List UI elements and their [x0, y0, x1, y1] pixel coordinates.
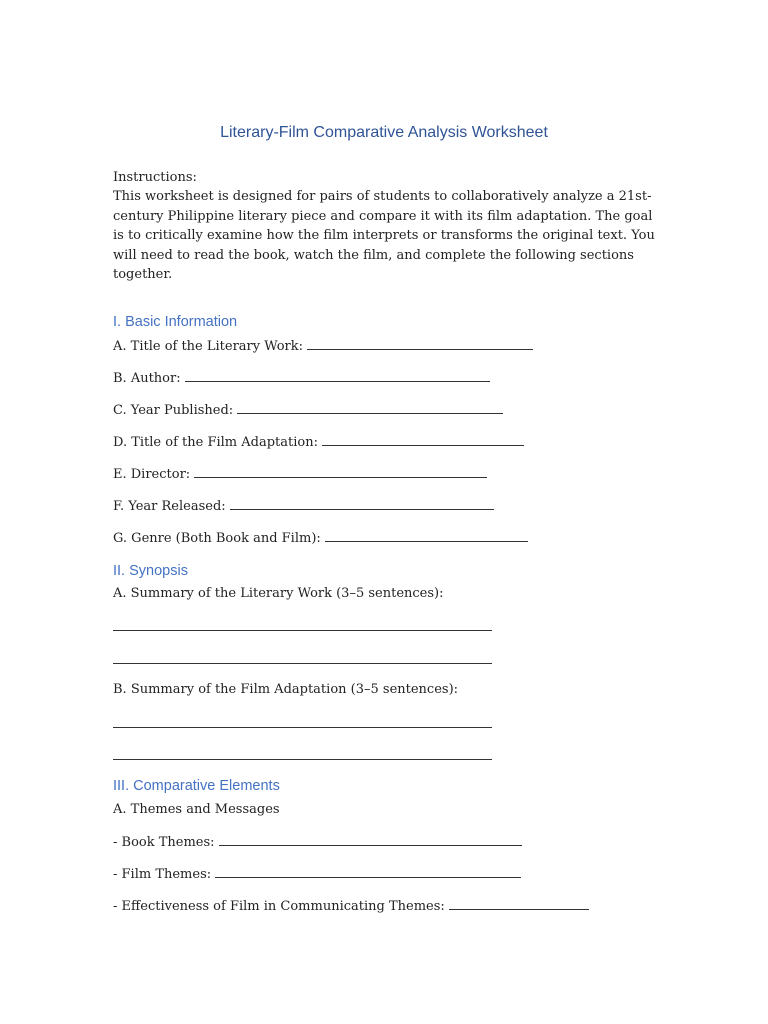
field-year-published	[113, 402, 503, 418]
field-label: - Film Themes:	[113, 867, 212, 882]
field-author	[113, 370, 490, 386]
section-synopsis-heading: II. Synopsis	[113, 563, 188, 579]
field-literary-title	[113, 338, 533, 354]
prompt-literary-summary: A. Summary of the Literary Work (3–5 sentences):	[113, 586, 444, 601]
field-label: A. Title of the Literary Work:	[113, 339, 304, 354]
prompt-film-summary: B. Summary of the Film Adaptation (3–5 sentences):	[113, 682, 459, 697]
answer-blank[interactable]	[194, 466, 487, 478]
field-director	[113, 466, 487, 482]
instructions-text: This worksheet is designed for pairs of students to collaboratively analyze a 21st-century Philippine literary piece and compare it with its film adaptation. The goal is to critically examine how the film interprets or transforms the original text. You will need to read the book, watch the film, and complete the following sections together.	[113, 189, 655, 283]
field-label: B. Author:	[113, 371, 181, 386]
answer-blank[interactable]	[230, 498, 494, 510]
field-film-themes	[113, 866, 521, 882]
field-label: D. Title of the Film Adaptation:	[113, 435, 318, 450]
field-label: C. Year Published:	[113, 403, 234, 418]
answer-line[interactable]	[113, 759, 492, 760]
answer-blank[interactable]	[185, 370, 490, 382]
field-label: G. Genre (Both Book and Film):	[113, 531, 321, 546]
section-comparative-elements-heading: III. Comparative Elements	[113, 778, 280, 794]
field-label: F. Year Released:	[113, 499, 226, 514]
field-book-themes	[113, 834, 522, 850]
field-label: E. Director:	[113, 467, 191, 482]
answer-blank[interactable]	[322, 434, 524, 446]
field-effectiveness	[113, 898, 589, 914]
answer-blank[interactable]	[325, 530, 528, 542]
instructions-block	[113, 168, 658, 284]
field-label: - Effectiveness of Film in Communicating Themes:	[113, 899, 445, 914]
answer-line[interactable]	[113, 727, 492, 728]
answer-blank[interactable]	[215, 866, 521, 878]
answer-blank[interactable]	[219, 834, 522, 846]
instructions-label: Instructions:	[113, 170, 197, 185]
answer-line[interactable]	[113, 663, 492, 664]
answer-blank[interactable]	[237, 402, 503, 414]
section-basic-information-heading: I. Basic Information	[113, 314, 238, 330]
answer-line[interactable]	[113, 630, 492, 631]
answer-blank[interactable]	[449, 898, 589, 910]
field-year-released	[113, 498, 494, 514]
field-genre	[113, 530, 528, 546]
field-label: - Book Themes:	[113, 835, 215, 850]
document-title: Literary-Film Comparative Analysis Worksheet	[220, 124, 548, 141]
answer-blank[interactable]	[307, 338, 533, 350]
field-film-title	[113, 434, 524, 450]
subheading-themes: A. Themes and Messages	[113, 802, 280, 817]
